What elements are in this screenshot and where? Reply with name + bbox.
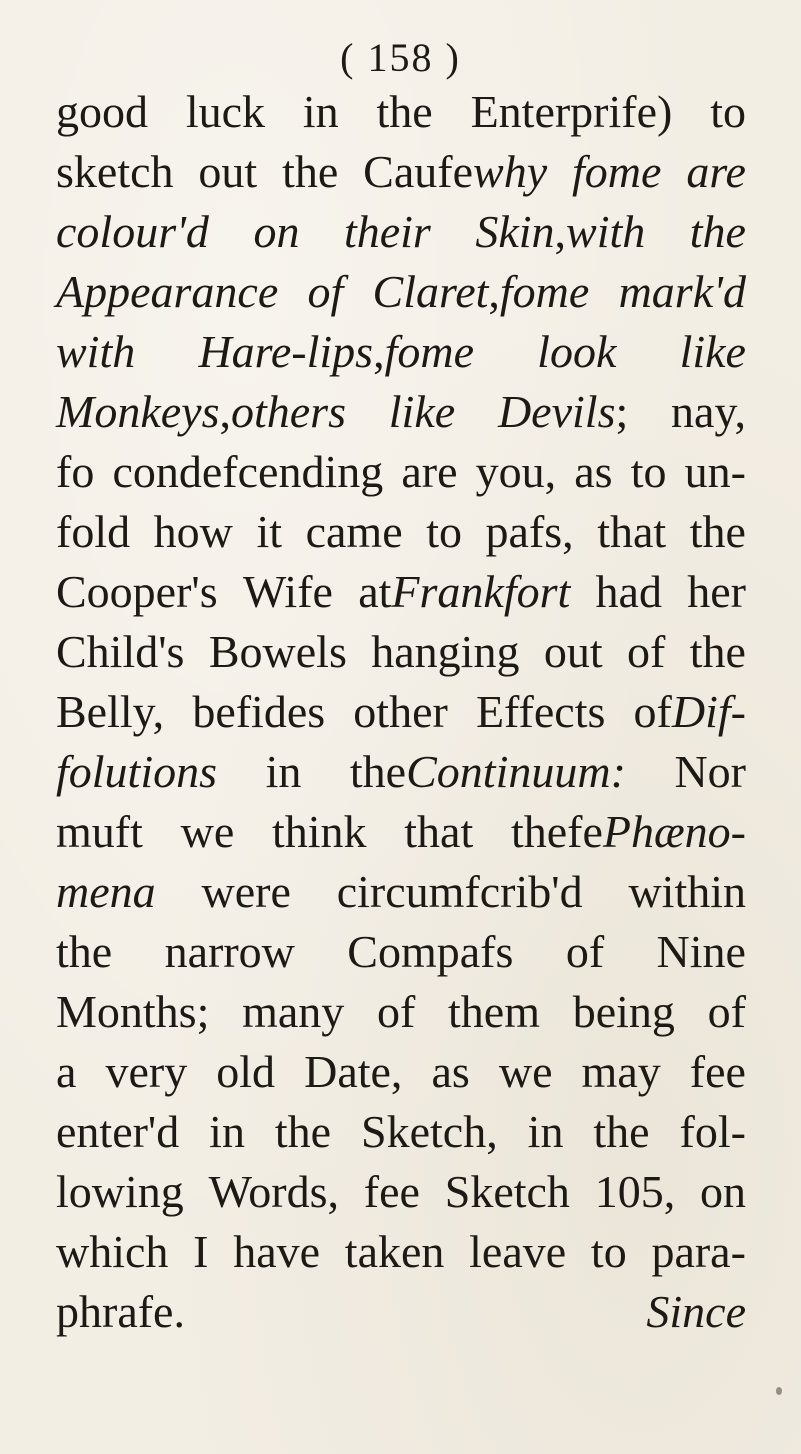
word: of [376, 986, 416, 1037]
word: condefcending [112, 446, 384, 497]
page-number: ( 158 ) [340, 35, 461, 80]
word: mark'd [618, 266, 746, 317]
word: the [274, 1106, 332, 1157]
word: Belly, [56, 686, 165, 737]
word: you, [475, 446, 557, 497]
word: of [627, 626, 666, 677]
word: taken [344, 1226, 445, 1277]
text-line [56, 1042, 746, 1102]
word: were [201, 866, 291, 917]
text-line [56, 262, 746, 322]
word: that [597, 506, 667, 557]
text-line [56, 1222, 746, 1282]
word: we [180, 806, 235, 857]
word: 105, [594, 1166, 676, 1217]
word: on [700, 1166, 746, 1217]
word: Sketch [444, 1166, 570, 1217]
word: which [56, 1226, 169, 1277]
word: have [233, 1226, 321, 1277]
word: Appearance [56, 266, 279, 317]
word: muft [56, 806, 143, 857]
word: as [574, 446, 613, 497]
body-text [56, 82, 746, 1342]
word: the [376, 86, 433, 137]
word: narrow [164, 926, 295, 977]
text-line [56, 502, 746, 562]
text-line [56, 922, 746, 982]
text-line-last [56, 1282, 746, 1342]
text-line [56, 862, 746, 922]
text-line [56, 82, 746, 142]
word: may [581, 1046, 661, 1097]
word: within [628, 866, 746, 917]
word: Sketch, [361, 1106, 498, 1157]
word: to [590, 1226, 627, 1277]
word: enter'd [56, 1106, 180, 1157]
text-line [56, 562, 746, 622]
ink-speck [776, 1387, 782, 1395]
word: fol- [679, 1106, 746, 1157]
word: with [56, 326, 136, 377]
text-line [56, 322, 746, 382]
word: mena [56, 866, 156, 917]
last-line-text: phrafe. [56, 1286, 185, 1337]
word: them [448, 986, 540, 1037]
word: un- [684, 446, 746, 497]
word: other [353, 686, 448, 737]
word: Bowels [208, 626, 347, 677]
word: very [105, 1046, 188, 1097]
word: fee [689, 1046, 746, 1097]
word: the [282, 146, 339, 197]
word: Caufewhy [363, 146, 548, 197]
word: hanging [371, 626, 520, 677]
word: Child's [56, 626, 185, 677]
word: pafs, [485, 506, 574, 557]
word: ofDif- [633, 686, 746, 737]
text-line [56, 1102, 746, 1162]
word: Compafs [347, 926, 514, 977]
word: Nine [656, 926, 746, 977]
word: to [426, 506, 462, 557]
word: of [565, 926, 605, 977]
word: Hare-lips,fome [198, 326, 474, 377]
word: folutions [56, 746, 218, 797]
word: in [209, 1106, 245, 1157]
word: their [343, 206, 431, 257]
word: old [216, 1046, 276, 1097]
word: fee [363, 1166, 420, 1217]
text-line [56, 802, 746, 862]
text-line [56, 682, 746, 742]
word: thefePhæno- [510, 806, 746, 857]
word: atFrankfort [358, 566, 571, 617]
word: like [679, 326, 746, 377]
word: of [707, 986, 746, 1037]
word: the [689, 626, 746, 677]
word: like [388, 386, 456, 437]
word: of [307, 266, 344, 317]
word: I [193, 1226, 209, 1277]
catchword: Since [646, 1286, 746, 1337]
word: in [527, 1106, 564, 1157]
word: Monkeys,others [56, 386, 346, 437]
word: fold [56, 506, 131, 557]
word: had [595, 566, 662, 617]
word: fome [572, 146, 662, 197]
word: are [401, 446, 458, 497]
word: Wife [242, 566, 333, 617]
word: came [305, 506, 403, 557]
word: that [404, 806, 474, 857]
word: as [431, 1046, 470, 1097]
word: luck [185, 86, 266, 137]
word: think [271, 806, 367, 857]
word: Date, [304, 1046, 403, 1097]
word: nay, [671, 386, 746, 437]
word: a [56, 1046, 77, 1097]
word: fo [56, 446, 95, 497]
word: Nor [674, 746, 746, 797]
text-line [56, 382, 746, 442]
word: Cooper's [56, 566, 218, 617]
word: lowing [56, 1166, 184, 1217]
word: out [543, 626, 603, 677]
word: Enterprife) [470, 86, 673, 137]
word: look [537, 326, 617, 377]
word: we [498, 1046, 553, 1097]
word: circumfcrib'd [336, 866, 583, 917]
word: leave [469, 1226, 567, 1277]
word: befides [192, 686, 326, 737]
word: Claret,fome [372, 266, 590, 317]
word: colour'd [56, 206, 209, 257]
word: para- [651, 1226, 746, 1277]
word: being [572, 986, 675, 1037]
word: good [56, 86, 148, 137]
word: Words, [208, 1166, 340, 1217]
word: theContinuum: [349, 746, 626, 797]
text-line [56, 742, 746, 802]
word: on [253, 206, 300, 257]
text-line [56, 442, 746, 502]
word: in [265, 746, 302, 797]
word: it [256, 506, 283, 557]
word: Skin,with [475, 206, 646, 257]
word: her [687, 566, 746, 617]
word: to [710, 86, 746, 137]
word: the [689, 506, 746, 557]
word: Effects [475, 686, 606, 737]
word: many [242, 986, 345, 1037]
word: how [153, 506, 233, 557]
word: to [630, 446, 667, 497]
word: in [302, 86, 339, 137]
text-line [56, 1162, 746, 1222]
text-line [56, 622, 746, 682]
word: the [593, 1106, 650, 1157]
text-line [56, 982, 746, 1042]
word: sketch [56, 146, 174, 197]
word: the [689, 206, 746, 257]
text-line [56, 202, 746, 262]
word: Devils; [497, 386, 629, 437]
text-line [56, 142, 746, 202]
word: are [686, 146, 746, 197]
word: the [56, 926, 113, 977]
word: out [198, 146, 258, 197]
word: Months; [56, 986, 210, 1037]
